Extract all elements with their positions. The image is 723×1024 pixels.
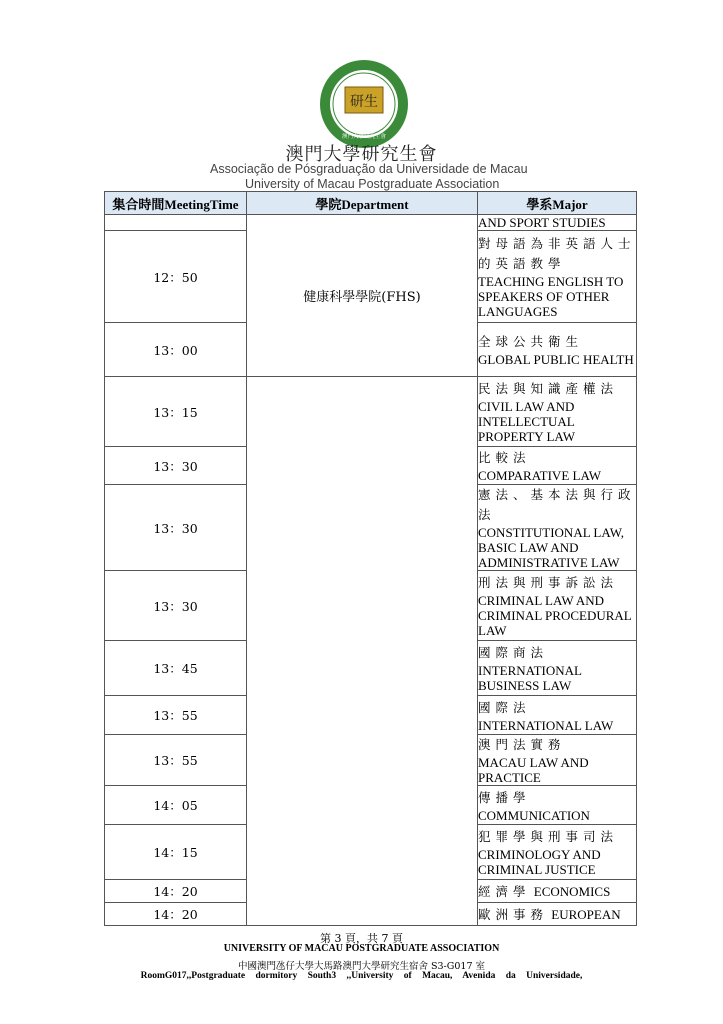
major-english: TEACHING ENGLISH TO SPEAKERS OF OTHER LANGUAGES [478, 274, 624, 319]
major-cell [478, 377, 637, 447]
logo-center-text: 研生 [350, 94, 378, 110]
org-name-chinese: 澳門大學研究生會 [285, 144, 438, 165]
major-english: ECONOMICS [533, 883, 611, 899]
major-chinese: 刑法與刑事訴訟法 [478, 575, 619, 590]
logo-caption: 澳門大學研究生會 [341, 134, 387, 140]
time-cell: 13：00 [105, 323, 247, 377]
table-header-row [105, 192, 637, 215]
time-cell: 14：20 [105, 880, 247, 903]
major-chinese: 澳門法實務 [478, 737, 566, 752]
major-chinese: 對母語為非英語人士的英語教學 [478, 236, 636, 271]
major-chinese: 經濟學 [478, 883, 531, 899]
time-cell: 13：55 [105, 735, 247, 786]
time-cell [105, 215, 247, 231]
header-major: 學系Major [478, 192, 637, 215]
major-english: GLOBAL PUBLIC HEALTH [478, 352, 634, 367]
major-cell [478, 231, 637, 323]
time-cell: 12：50 [105, 231, 247, 323]
major-english: CIVIL LAW AND INTELLECTUAL PROPERTY LAW [478, 399, 576, 444]
org-name-portuguese: Associação de Pósgraduação da Universidade de Macau [210, 162, 528, 176]
major-english: INTERNATIONAL LAW [478, 717, 614, 733]
major-english: CRIMINAL LAW AND CRIMINAL PROCEDURAL LAW [478, 593, 632, 638]
major-cell [478, 786, 637, 825]
time-cell: 14：05 [105, 786, 247, 825]
major-english: COMPARATIVE LAW [478, 468, 602, 483]
footer-association: UNIVERSITY OF MACAU POSTGRADUATE ASSOCIATION [223, 943, 500, 954]
major-english: INTERNATIONAL BUSINESS LAW [478, 663, 582, 693]
major-english: EUROPEAN [551, 906, 621, 922]
major-chinese: 國際法 [478, 699, 531, 715]
time-cell: 13：45 [105, 641, 247, 696]
major-cell [478, 447, 637, 485]
table-row [105, 377, 637, 447]
major-chinese: 憲法、基本法與行政法 [478, 487, 636, 522]
header-department: 學院Department [247, 192, 478, 215]
time-cell: 13：30 [105, 447, 247, 485]
time-cell: 13：30 [105, 485, 247, 571]
major-chinese: 國際商法 [478, 645, 549, 660]
major-cell [478, 571, 637, 641]
page-number: 第 3 頁，共 7 頁 [320, 932, 403, 945]
major-cell [478, 903, 637, 926]
department-cell-empty [247, 377, 478, 926]
header-meeting-time: 集合時間MeetingTime [105, 192, 247, 215]
major-english: CONSTITUTIONAL LAW, BASIC LAW AND ADMINISTRATIVE LAW [478, 525, 625, 570]
schedule-table [104, 191, 637, 926]
time-cell: 13：15 [105, 377, 247, 447]
major-chinese: 比較法 [478, 450, 531, 465]
major-english: AND SPORT STUDIES [478, 215, 606, 230]
time-cell: 13：55 [105, 696, 247, 735]
association-logo [318, 58, 410, 150]
time-cell: 13：30 [105, 571, 247, 641]
table-row [105, 215, 637, 231]
major-cell [478, 641, 637, 696]
time-cell: 14：20 [105, 903, 247, 926]
major-chinese: 犯罪學與刑事司法 [478, 829, 619, 844]
major-english: CRIMINOLOGY AND CRIMINAL JUSTICE [478, 847, 601, 877]
major-english: COMMUNICATION [478, 807, 590, 823]
major-cell [478, 215, 637, 231]
major-cell [478, 825, 637, 880]
major-english: MACAU LAW AND PRACTICE [478, 755, 589, 785]
major-chinese: 民法與知識產權法 [478, 381, 619, 396]
footer-address-chinese: 中國澳門氹仔大學大馬路澳門大學研究生宿舍 S3-G017 室 [237, 961, 486, 972]
major-cell [478, 696, 637, 735]
major-cell [478, 323, 637, 377]
major-chinese: 歐洲事務 [478, 906, 549, 922]
time-cell: 14：15 [105, 825, 247, 880]
major-cell [478, 485, 637, 571]
major-cell [478, 880, 637, 903]
major-chinese: 全球公共衛生 [478, 334, 584, 349]
footer-address-english: RoomG017,,Postgraduate dormitory South3 ,,University of Macau, Avenida da Universidade, [140, 971, 583, 981]
major-chinese: 傳播學 [478, 789, 531, 805]
major-cell [478, 735, 637, 786]
department-cell: 健康科學學院(FHS) [247, 215, 478, 377]
org-name-english: University of Macau Postgraduate Association [245, 177, 500, 191]
